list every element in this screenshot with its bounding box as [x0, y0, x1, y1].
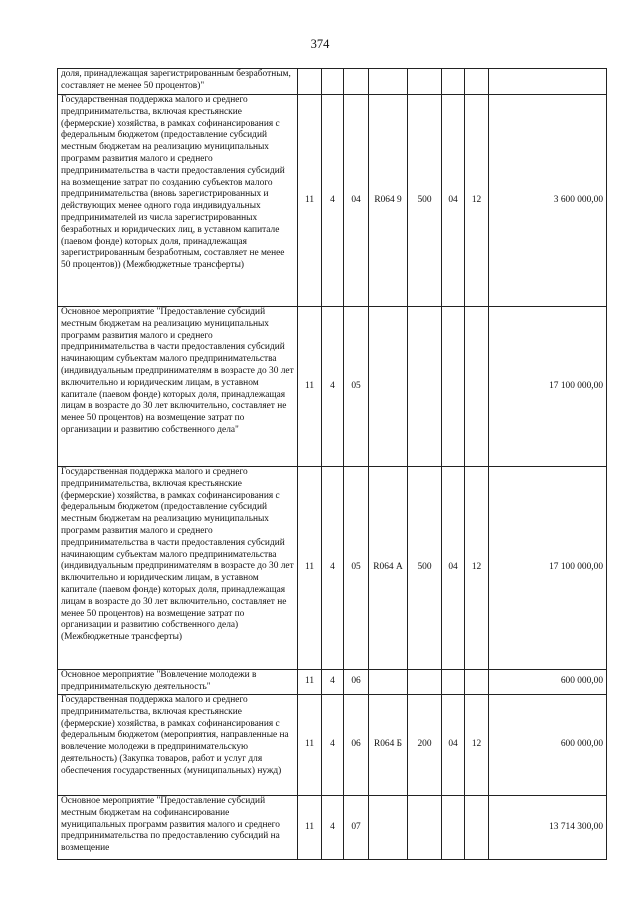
code-program: 11 [298, 695, 322, 796]
table-row [58, 307, 607, 467]
code-program: 11 [298, 95, 322, 307]
code-section [442, 69, 465, 95]
code-section [442, 307, 465, 467]
code-subprogram: 4 [322, 695, 344, 796]
code-subsection [465, 670, 489, 695]
table-row [58, 670, 607, 695]
code-subsection [465, 69, 489, 95]
row-amount: 600 000,00 [489, 695, 607, 796]
code-subsection [465, 307, 489, 467]
code-activity: 06 [344, 670, 369, 695]
row-description: Государственная поддержка малого и среднего предпринимательства, включая крестьянские (фермерские) хозяйства, в рамках софинансирования с федеральным бюджетом (предоставление субсидий местным бюджетам на реализацию муниципальных программ развития малого и среднего предпринимательства в части предоставления субсидий начинающим субъектам малого предпринимательства (индивидуальным предпринимателям в возрасте до 30 лет включительно и юридическим лицам, в уставном капитале (паевом фонде) которых доля, принадлежащая лицам в возрасте до 30 лет включительно, составляет не менее 50 процентов) на возмещение затрат по организации и развитию собственного дела) (Межбюджетные трансферты) [58, 467, 298, 670]
code-program: 11 [298, 307, 322, 467]
code-activity: 05 [344, 467, 369, 670]
code-direction [369, 307, 408, 467]
table-row [58, 695, 607, 796]
code-direction: R064 Б [369, 695, 408, 796]
code-expense-type [408, 670, 442, 695]
code-subprogram: 4 [322, 796, 344, 860]
row-amount: 600 000,00 [489, 670, 607, 695]
code-program: 11 [298, 467, 322, 670]
table-row [58, 796, 607, 860]
code-section [442, 670, 465, 695]
code-subprogram: 4 [322, 670, 344, 695]
code-subsection: 12 [465, 467, 489, 670]
code-subprogram [322, 69, 344, 95]
code-expense-type [408, 69, 442, 95]
row-description: Основное мероприятие "Предоставление субсидий местным бюджетам на реализацию муниципальных программ развития малого и среднего предпринимательства в части предоставления субсидий начинающим субъектам малого предпринимательства (индивидуальным предпринимателям в возрасте до 30 лет включительно и юридическим лицам, в уставном капитале (паевом фонде) которых доля, принадлежащая лицам в возрасте до 30 лет включительно, составляет не менее 50 процентов) на возмещение затрат по организации и развитию собственного дела" [58, 307, 298, 467]
code-expense-type: 500 [408, 95, 442, 307]
code-subprogram: 4 [322, 95, 344, 307]
code-direction: R064 А [369, 467, 408, 670]
code-activity [344, 69, 369, 95]
row-amount [489, 69, 607, 95]
code-activity: 06 [344, 695, 369, 796]
row-amount: 17 100 000,00 [489, 467, 607, 670]
code-section [442, 796, 465, 860]
code-subprogram: 4 [322, 467, 344, 670]
row-description: Государственная поддержка малого и среднего предпринимательства, включая крестьянские (фермерские) хозяйства, в рамках софинансирования с федеральным бюджетом (предоставление субсидий местным бюджетам на реализацию муниципальных программ развития малого и среднего предпринимательства в части предоставления субсидий на возмещение затрат по созданию субъектов малого предпринимательства (вновь зарегистрированных и действующих менее одного года индивидуальных предпринимателей из числа зарегистрированных безработных и юридических лиц, в уставном капитале (паевом фонде) которых доля, принадлежащая зарегистрированным безработным, составляет не менее 50 процентов)) (Межбюджетные трансферты) [58, 95, 298, 307]
row-description: Основное мероприятие "Предоставление субсидий местным бюджетам на софинансирование муниципальных программ развития малого и среднего предпринимательства по предоставлению субсидий на возмещение [58, 796, 298, 860]
code-direction [369, 796, 408, 860]
row-description: Основное мероприятие "Вовлечение молодежи в предпринимательскую деятельность" [58, 670, 298, 695]
code-section: 04 [442, 95, 465, 307]
code-activity: 05 [344, 307, 369, 467]
code-section: 04 [442, 695, 465, 796]
code-expense-type: 500 [408, 467, 442, 670]
code-expense-type: 200 [408, 695, 442, 796]
code-subsection [465, 796, 489, 860]
budget-table [57, 68, 607, 860]
code-expense-type [408, 307, 442, 467]
code-subprogram: 4 [322, 307, 344, 467]
code-activity: 04 [344, 95, 369, 307]
code-direction [369, 670, 408, 695]
code-direction: R064 9 [369, 95, 408, 307]
code-section: 04 [442, 467, 465, 670]
code-expense-type [408, 796, 442, 860]
table-row [58, 95, 607, 307]
code-subsection: 12 [465, 95, 489, 307]
code-program [298, 69, 322, 95]
table-row [58, 467, 607, 670]
page-number: 374 [310, 37, 330, 51]
code-program: 11 [298, 670, 322, 695]
code-subsection: 12 [465, 695, 489, 796]
row-amount: 17 100 000,00 [489, 307, 607, 467]
row-description: доля, принадлежащая зарегистрированным безработным, составляет не менее 50 процентов)" [58, 69, 298, 95]
table-row [58, 69, 607, 95]
code-direction [369, 69, 408, 95]
code-activity: 07 [344, 796, 369, 860]
row-amount: 13 714 300,00 [489, 796, 607, 860]
row-amount: 3 600 000,00 [489, 95, 607, 307]
row-description: Государственная поддержка малого и среднего предпринимательства, включая крестьянские (фермерские) хозяйства, в рамках софинансирования с федеральным бюджетом (мероприятия, направленные на вовлечение молодежи в предпринимательскую деятельность) (Закупка товаров, работ и услуг для обеспечения государственных (муниципальных) нужд) [58, 695, 298, 796]
code-program: 11 [298, 796, 322, 860]
